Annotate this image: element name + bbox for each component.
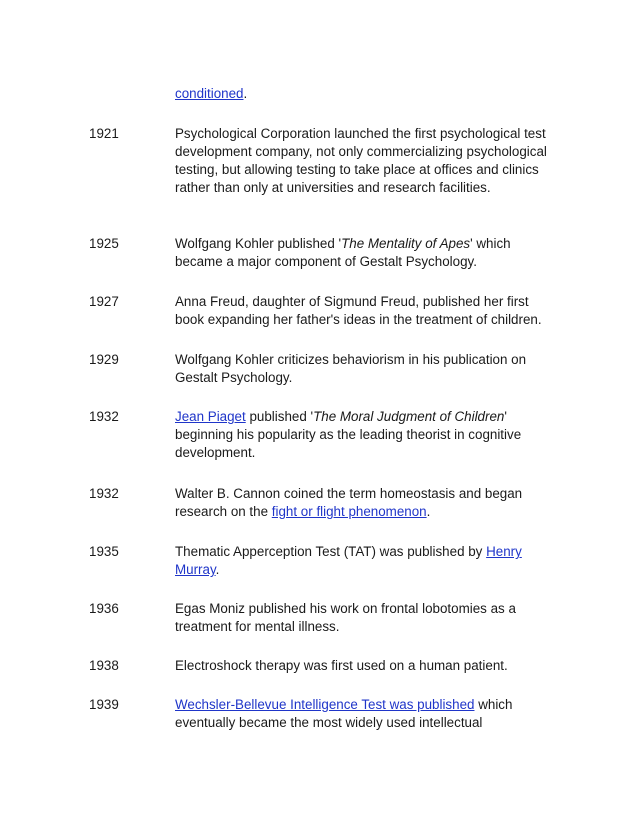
entry-description [175, 696, 560, 732]
entry-description [175, 235, 560, 271]
entry-description [175, 351, 560, 387]
text-segment: . [426, 504, 431, 519]
entry-description [175, 600, 560, 636]
entry-description [175, 293, 560, 329]
entry-year: 1938 [89, 658, 119, 673]
text-segment: Walter B. Cannon coined the term homeostasis and began research on the [175, 486, 523, 519]
link-fight-or-flight[interactable]: fight or flight phenomenon [271, 504, 427, 519]
text-segment: Wolfgang Kohler published ' [175, 236, 342, 251]
entry-description [175, 408, 560, 462]
link-conditioned[interactable]: conditioned [175, 86, 244, 101]
book-title: The Mentality of Apes [341, 236, 471, 251]
link-jean-piaget[interactable]: Jean Piaget [175, 409, 246, 424]
entry-description [175, 125, 560, 197]
text-segment: Thematic Apperception Test (TAT) was published by [175, 544, 487, 559]
entry-year: 1936 [89, 601, 119, 616]
text-segment: which eventually became the most widely used intellectual [175, 697, 513, 730]
entry-year: 1929 [89, 352, 119, 367]
entry-year: 1932 [89, 486, 119, 501]
book-title: The Moral Judgment of Children [313, 409, 505, 424]
link-henry-murray[interactable]: Henry Murray [175, 544, 522, 577]
text-segment: Wolfgang Kohler criticizes behaviorism in his publication on Gestalt Psychology. [175, 352, 527, 385]
text-segment: published ' [245, 409, 314, 424]
entry-year: 1935 [89, 544, 119, 559]
text-segment: Electroshock therapy was first used on a human patient. [175, 658, 508, 673]
link-wechsler-bellevue[interactable]: Wechsler-Bellevue Intelligence Test was published [175, 697, 475, 712]
text-segment: ' beginning his popularity as the leading theorist in cognitive development. [175, 409, 522, 460]
text-segment: . [243, 86, 248, 101]
entry-year: 1921 [89, 126, 119, 141]
text-segment: . [215, 562, 220, 577]
entry-description [175, 657, 575, 675]
text-segment: Anna Freud, daughter of Sigmund Freud, published her first book expanding her father's ideas in the treatment of children. [175, 294, 542, 327]
entry-year: 1932 [89, 409, 119, 424]
entry-description [175, 543, 560, 579]
entry-year: 1939 [89, 697, 119, 712]
entry-year: 1925 [89, 236, 119, 251]
entry-year: 1927 [89, 294, 119, 309]
text-segment: ' which became a major component of Gestalt Psychology. [175, 236, 511, 269]
text-segment: Egas Moniz published his work on frontal lobotomies as a treatment for mental illness. [175, 601, 516, 634]
entry-description [175, 485, 560, 521]
entry-description [175, 85, 560, 103]
text-segment: Psychological Corporation launched the first psychological test development company, not only commercializing psychological testing, but allowing testing to take place at offices and clinics rather than only at universities and research facilities. [175, 126, 547, 195]
